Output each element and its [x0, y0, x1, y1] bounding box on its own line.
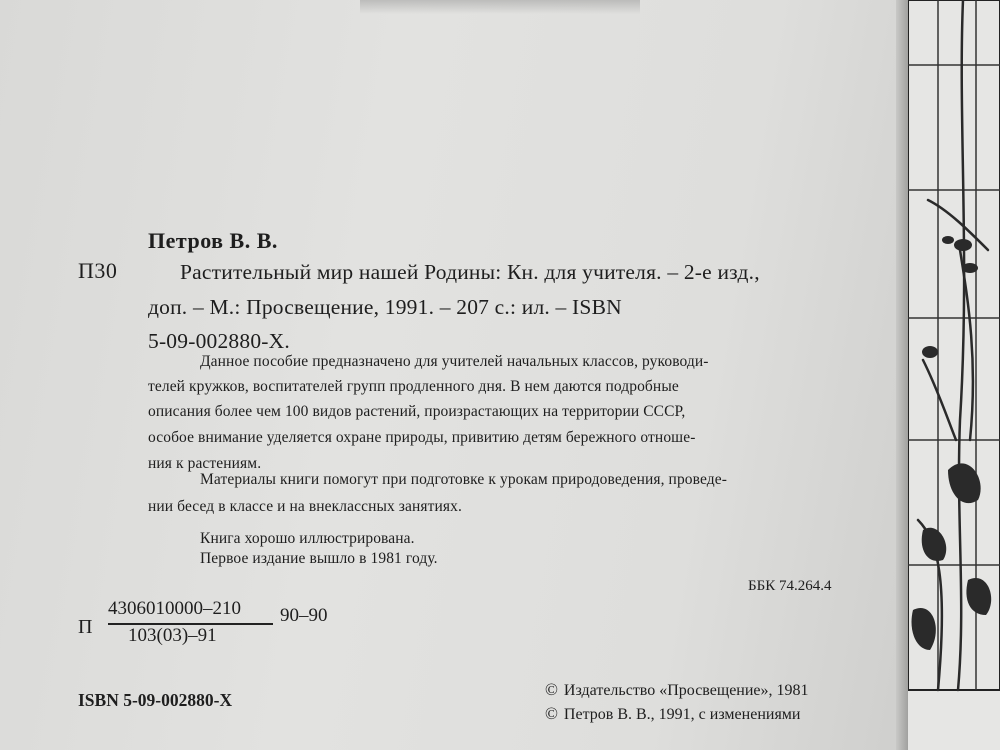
annotation-line-6: Материалы книги помогут при подготовке к урокам природоведения, проведе-	[200, 471, 727, 488]
annotation-line-4: особое внимание уделяется охране природы, привитию детям бережного отноше-	[148, 429, 696, 446]
show-through-text	[360, 0, 640, 14]
annotation-line-9: Первое издание вышло в 1981 году.	[200, 550, 438, 567]
annotation-line-8: Книга хорошо иллюстрирована.	[200, 530, 415, 547]
copyright-author-text: Петров В. В., 1991, с изменениями	[563, 706, 801, 723]
isbn-footer: ISBN 5-09-002880-Х	[78, 690, 233, 710]
plant-illustration	[908, 0, 1000, 750]
bbk-code: ББК 74.264.4	[748, 578, 832, 594]
copyright-publisher	[545, 680, 809, 700]
author-name: Петров В. В.	[148, 228, 278, 253]
copyright-symbol: ©	[545, 704, 558, 723]
annotation-line-2: телей кружков, воспитателей групп продленного дня. В нем даются подробные	[148, 378, 679, 395]
formula-suffix: 90–90	[280, 605, 328, 626]
annotation-line-1: Данное пособие предназначено для учителей начальных классов, руководи-	[200, 353, 709, 370]
annotation-line-5: ния к растениям.	[148, 455, 262, 472]
library-code: П30	[78, 258, 118, 283]
title-line-1: Растительный мир нашей Родины: Кн. для учителя. – 2-е изд.,	[180, 260, 760, 284]
title-line-3: 5-09-002880-Х.	[148, 329, 290, 353]
copyright-symbol: ©	[545, 680, 558, 699]
annotation-line-7: нии бесед в классе и на внеклассных занятиях.	[148, 498, 462, 515]
annotation-line-3: описания более чем 100 видов растений, произрастающих на территории СССР,	[148, 403, 686, 420]
formula-numerator: 4306010000–210	[108, 598, 241, 619]
formula-denominator: 103(03)–91	[128, 625, 217, 646]
copyright-author	[545, 704, 800, 724]
formula-prefix: П	[78, 616, 93, 638]
title-line-2: доп. – М.: Просвещение, 1991. – 207 с.: ил. – ISBN	[148, 295, 622, 319]
copyright-publisher-text: Издательство «Просвещение», 1981	[563, 682, 809, 699]
